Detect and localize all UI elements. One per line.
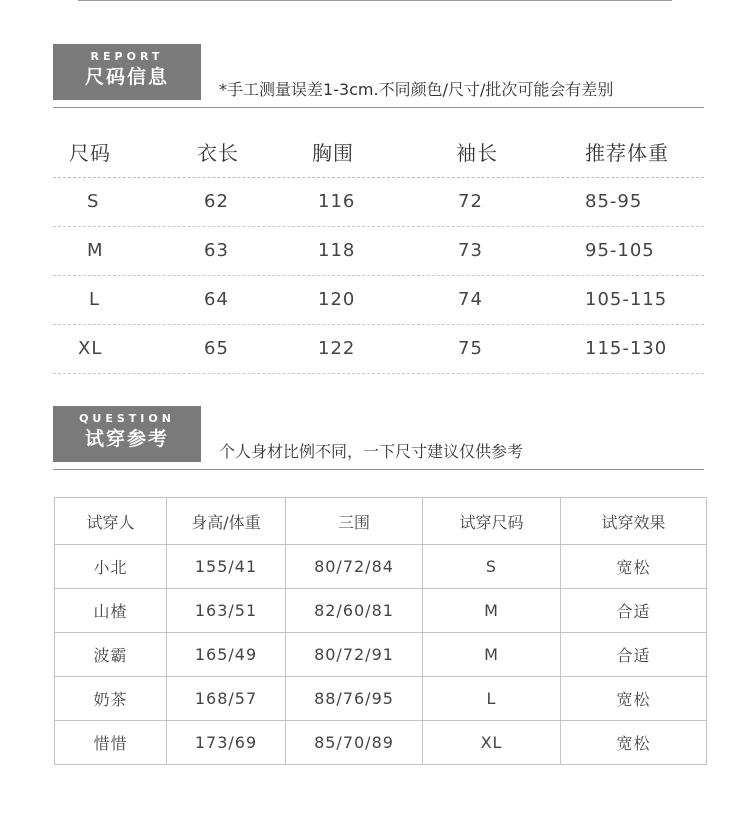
fit-cell: 惜惜 [55, 721, 167, 765]
size-col-sleeve: 袖长 [456, 141, 498, 165]
size-info-badge-en: REPORT [90, 50, 164, 63]
fit-col-height-weight: 身高/体重 [167, 498, 286, 545]
fit-cell: XL [423, 721, 561, 765]
size-cell: 118 [318, 240, 356, 261]
size-cell: 95-105 [585, 240, 655, 261]
fit-cell: 165/49 [167, 633, 286, 677]
fit-cell: 宽松 [561, 721, 707, 765]
fit-cell: M [423, 589, 561, 633]
size-cell: 74 [458, 289, 483, 310]
table-row [55, 677, 707, 721]
fit-col-size: 试穿尺码 [423, 498, 561, 545]
fit-cell: 173/69 [167, 721, 286, 765]
fit-col-person: 试穿人 [55, 498, 167, 545]
size-row-l [53, 276, 704, 325]
top-divider [78, 0, 672, 1]
fit-cell: 合适 [561, 589, 707, 633]
table-row [55, 721, 707, 765]
size-cell: 72 [458, 191, 483, 212]
fit-cell: 80/72/91 [286, 633, 423, 677]
size-cell: 73 [458, 240, 483, 261]
fit-cell: 85/70/89 [286, 721, 423, 765]
fit-cell: S [423, 545, 561, 589]
fit-cell: M [423, 633, 561, 677]
size-cell: 105-115 [585, 289, 668, 310]
size-col-size: 尺码 [69, 141, 111, 165]
size-cell: 65 [204, 338, 229, 359]
size-col-length: 衣长 [197, 141, 239, 165]
fit-cell: 宽松 [561, 545, 707, 589]
size-cell: L [89, 289, 101, 310]
size-col-chest: 胸围 [312, 141, 354, 165]
size-cell: XL [78, 338, 103, 359]
size-cell: 85-95 [585, 191, 643, 212]
fit-cell: 合适 [561, 633, 707, 677]
fit-cell: 163/51 [167, 589, 286, 633]
fit-table-header [55, 498, 707, 545]
fit-cell: L [423, 677, 561, 721]
fit-reference-note: 个人身材比例不同，一下尺寸建议仅供参考 [219, 442, 524, 461]
size-info-badge-cn: 尺码信息 [84, 66, 169, 88]
measurement-note: *手工测量误差1-3cm.不同颜色/尺寸/批次可能会有差别 [219, 80, 614, 99]
size-cell: 75 [458, 338, 483, 359]
size-cell: 62 [204, 191, 229, 212]
fit-reference-badge-cn: 试穿参考 [84, 428, 169, 450]
size-row-xl [53, 325, 704, 374]
size-cell: 64 [204, 289, 229, 310]
fit-cell: 小北 [55, 545, 167, 589]
size-col-weight: 推荐体重 [585, 141, 669, 165]
fit-cell: 80/72/84 [286, 545, 423, 589]
size-table-header [53, 129, 704, 178]
size-info-badge [53, 44, 201, 100]
table-row [55, 589, 707, 633]
size-row-s [53, 178, 704, 227]
size-cell: 63 [204, 240, 229, 261]
fit-reference-badge-en: QUESTION [79, 412, 175, 425]
fit-cell: 奶茶 [55, 677, 167, 721]
fit-cell: 88/76/95 [286, 677, 423, 721]
fit-cell: 155/41 [167, 545, 286, 589]
fit-cell: 82/60/81 [286, 589, 423, 633]
fit-col-measurements: 三围 [286, 498, 423, 545]
fit-reference-header [53, 406, 704, 470]
fit-reference-table [54, 497, 707, 765]
fit-cell: 168/57 [167, 677, 286, 721]
size-info-rule [53, 107, 704, 108]
table-row [55, 545, 707, 589]
size-cell: S [87, 191, 100, 212]
fit-cell: 波霸 [55, 633, 167, 677]
size-cell: 120 [318, 289, 356, 310]
size-cell: 122 [318, 338, 356, 359]
size-cell: 115-130 [585, 338, 668, 359]
fit-col-effect: 试穿效果 [561, 498, 707, 545]
size-cell: M [87, 240, 104, 261]
size-cell: 116 [318, 191, 356, 212]
table-row [55, 633, 707, 677]
fit-reference-rule [53, 469, 704, 470]
fit-cell: 宽松 [561, 677, 707, 721]
fit-reference-badge [53, 406, 201, 462]
size-table [53, 129, 704, 374]
size-info-header [53, 44, 704, 108]
fit-cell: 山楂 [55, 589, 167, 633]
size-row-m [53, 227, 704, 276]
